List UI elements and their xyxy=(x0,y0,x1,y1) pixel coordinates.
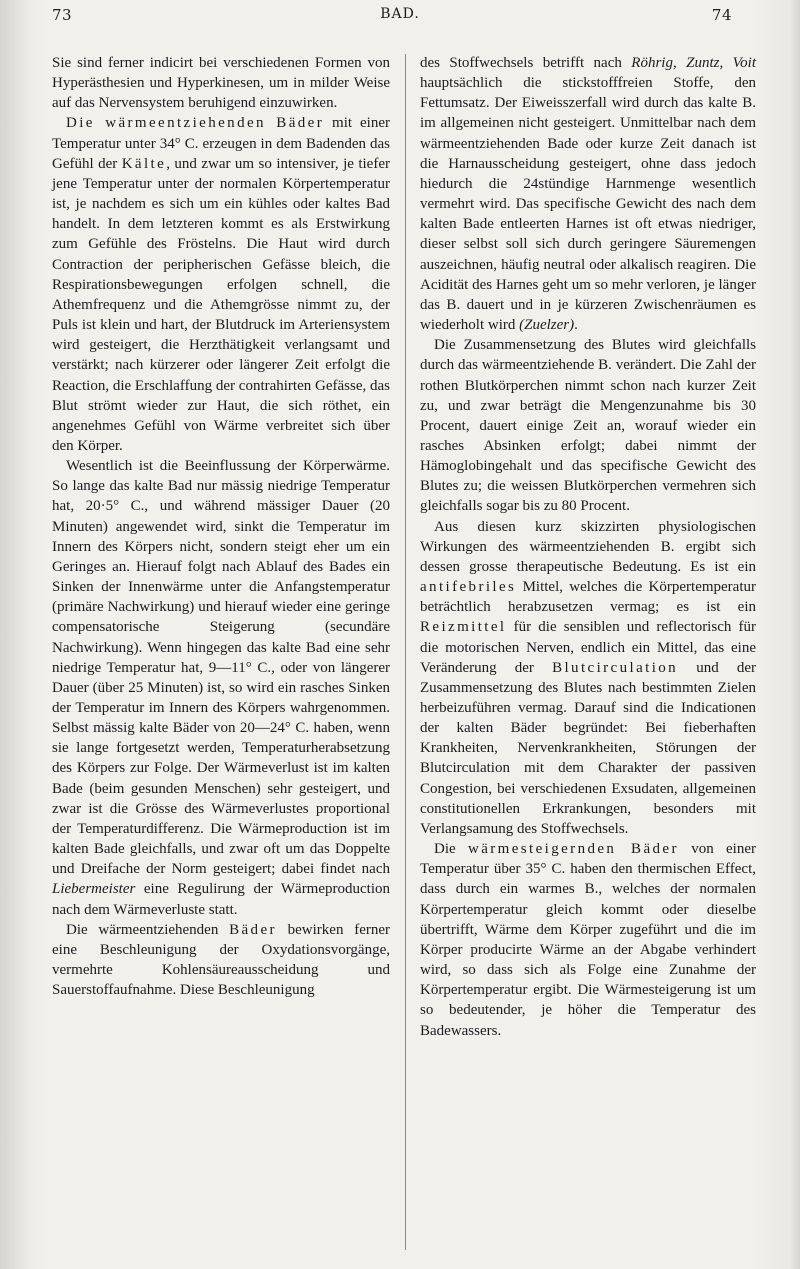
spaced-term: Kälte xyxy=(121,155,167,172)
paragraph xyxy=(420,517,756,840)
spaced-term: Reizmittel xyxy=(420,619,507,636)
paragraph-text: bewirken ferner eine Beschleunigung der Oxydationsvorgänge, vermehrte Kohlensäureausscheidung und Sauerstoffaufnahme. Diese Beschleunigung xyxy=(52,921,390,999)
paragraph-text: , und zwar um so intensiver, je tiefer jene Temperatur unter der normalen Körpertemperatur ist, je nachdem es sich um ein kühles oder kaltes Bad handelt. In dem letzteren kommt es als Erstwirkung zum Gefühle des Fröstelns. Die Haut wird durch Contraction der peripherischen Gefässe bleich, die Respirationsbewegungen erfolgen schnell, die Athemfrequenz und die Athemgrösse nimmt zu, der Puls ist klein und hart, der Blutdruck im Arteriensystem wird gesteigert, die Herzthätigkeit verlangsamt und verstärkt; nach kürzerer oder längerer Zeit erfolgt die Reaction, die Erschlaffung der contrahirten Gefässe, das Blut strömt wieder zur Haut, die sich röthet, ein angenehmes Gefühl von Wärme verbreitet sich über den Körper. xyxy=(52,155,390,454)
paragraph-text: Die xyxy=(434,841,468,858)
binding-shadow xyxy=(0,0,30,1269)
running-head: BAD. xyxy=(380,6,420,22)
paragraph-text: des Stoffwechsels betrifft nach xyxy=(420,55,632,71)
author-name: (Zuelzer) xyxy=(519,317,575,334)
author-name: Liebermeister xyxy=(52,881,136,898)
paragraph-text: für die sensiblen und reflectorisch für die motorischen Nerven, endlich ein Mittel, das eine Veränderung der xyxy=(420,619,756,676)
page-edge-shadow xyxy=(790,0,800,1269)
spaced-heading: wärmesteigernden Bäder xyxy=(467,841,679,858)
spaced-term: Bäder xyxy=(229,921,277,938)
paragraph: Die Zusammensetzung des Blutes wird gleichfalls durch das wärmeentziehende B. verändert. Die Zahl der rothen Blutkörperchen nimmt schon nach kurzer Zeit zu, und zwar beträgt die Mengenzunahme bis 30 Procent, dauert einige Zeit an, worauf wieder ein rasches Absinken erfolgt; dabei nimmt der Hämoglobingehalt und das specifische Gewicht des Blutes zu; die weissen Blutkörperchen vermehren sich gleichfalls sogar bis zu 80 Procent. xyxy=(420,337,756,515)
paragraph-text: hauptsächlich die stickstofffreien Stoffe, den Fettumsatz. Der Eiweisszerfall wird durch das kalte B. im allgemeinen nicht gesteigert. Unmittelbar nach dem wärmeentziehenden Bade oder kurze Zeit danach ist die Harnausscheidung gesteigert, ohne dass jedoch hiedurch die 24stündige Harnmenge wesentlich vermehrt wird. Das specifische Gewicht des nach dem kalten Bade entleerten Harnes ist oft etwas niedriger, dieser selbst soll sich durch geringere Säuremengen auszeichnen, häufig neutral oder alkalisch reagiren. Die Acidität des Harnes geht um so mehr verloren, je länger das B. dauert und in je kürzeren Zwischenräumen es wiederholt wird xyxy=(420,75,756,334)
spaced-term: antifebriles xyxy=(420,579,517,596)
paragraph-text: Die wärmeentziehenden xyxy=(66,921,230,938)
paragraph-text: Mittel, welches die Körpertemperatur beträchtlich herabzusetzen vermag; es ist ein xyxy=(420,579,756,616)
paragraph xyxy=(420,53,756,335)
paragraph-text: eine Regulirung der Wärmeproduction nach dem Wärmeverluste statt. xyxy=(52,881,390,918)
paragraph xyxy=(52,920,390,1001)
author-names: Röhrig, Zuntz, Voit xyxy=(631,55,756,71)
paragraph xyxy=(52,113,390,456)
paragraph-text: mit einer Temperatur unter 34° C. erzeugen in dem Badenden das Gefühl der xyxy=(52,115,390,172)
paragraph: Sie sind ferner indicirt bei verschiedenen Formen von Hyperästhesien und Hyperkinesen, um in milder Weise auf das Nervensystem beruhigend einzuwirken. xyxy=(52,55,390,112)
spaced-heading: Die wärmeentziehenden Bäder xyxy=(66,115,325,132)
page-number-right: 74 xyxy=(711,6,732,24)
paragraph-text: Wesentlich ist die Beeinflussung der Körperwärme. So lange das kalte Bad nur mässig niedrige Temperatur hat, 20·5° C., und während mässiger Dauer (20 Minuten) angewendet wird, sinkt die Temperatur im Innern des Körpers nicht, sondern steigt eher um ein Geringes an. Hierauf folgt nach Ablauf des Bades ein Sinken der Innenwärme unter die Anfangstemperatur (primäre Nachwirkung) und hierauf wieder eine geringe compensatorische Steigerung (secundäre Nachwirkung). Wenn hingegen das kalte Bad eine sehr niedrige Temperatur hat, 9—11° C., oder von längerer Dauer (über 25 Minuten) ist, so wird ein rasches Sinken der Temperatur im Innern des Körpers wahrgenommen. Selbst mässig kalte Bäder von 20—24° C. haben, wenn sie lange fortgesetzt werden, Temperaturherabsetzung des Körpers zur Folge. Der Wärmeverlust ist im kalten Bade (beim gesunden Menschen) sehr gesteigert, und zwar ist die Grösse des Wärmeverlustes proportional der Temperaturdifferenz. Die Wärmeproduction ist im kalten Bade gleichfalls, und zwar oft um das Doppelte und Dreifache der Norm gesteigert; dabei findet nach xyxy=(52,458,390,878)
paragraph-text: Aus diesen kurz skizzirten physiologischen Wirkungen des wärmeentziehenden B. ergibt sich dessen grosse therapeutische Bedeutung. Es ist ein xyxy=(420,518,756,575)
paragraph-text: und der Zusammensetzung des Blutes nach bestimmten Zielen herbeizuführen vermag. Darauf sind die Indicationen der kalten Bäder begründet: Bei fieberhaften Krankheiten, Nervenkrankheiten, Störungen der Blutcirculation mit dem Charakter der passiven Congestion, bei verschiedenen Exsudaten, allgemeinen constitutionellen Erkrankungen, besonders mit Verlangsamung des Stoffwechsels. xyxy=(420,659,756,837)
paragraph-text: von einer Temperatur über 35° C. haben den thermischen Effect, dass durch ein warmes B., welches der normalen Körpertemperatur gleich kommt oder dieselbe übertrifft, Wärme dem Körper zugeführt und die im Körper producirte Wärme an der Abgabe verhindert wird, so dass sich als Folge eine Zunahme der Körpertemperatur ergibt. Die Wärmesteigerung ist um so bedeutender, je höher die Temperatur des Badewassers. xyxy=(420,841,756,1039)
column-divider xyxy=(405,54,406,1250)
paragraph xyxy=(420,839,756,1041)
page-number-left: 73 xyxy=(52,6,73,24)
right-column xyxy=(420,53,756,1041)
left-column xyxy=(52,53,390,1000)
spaced-term: Blutcirculation xyxy=(552,659,679,676)
paragraph xyxy=(52,456,390,920)
paragraph-text: . xyxy=(574,317,578,334)
